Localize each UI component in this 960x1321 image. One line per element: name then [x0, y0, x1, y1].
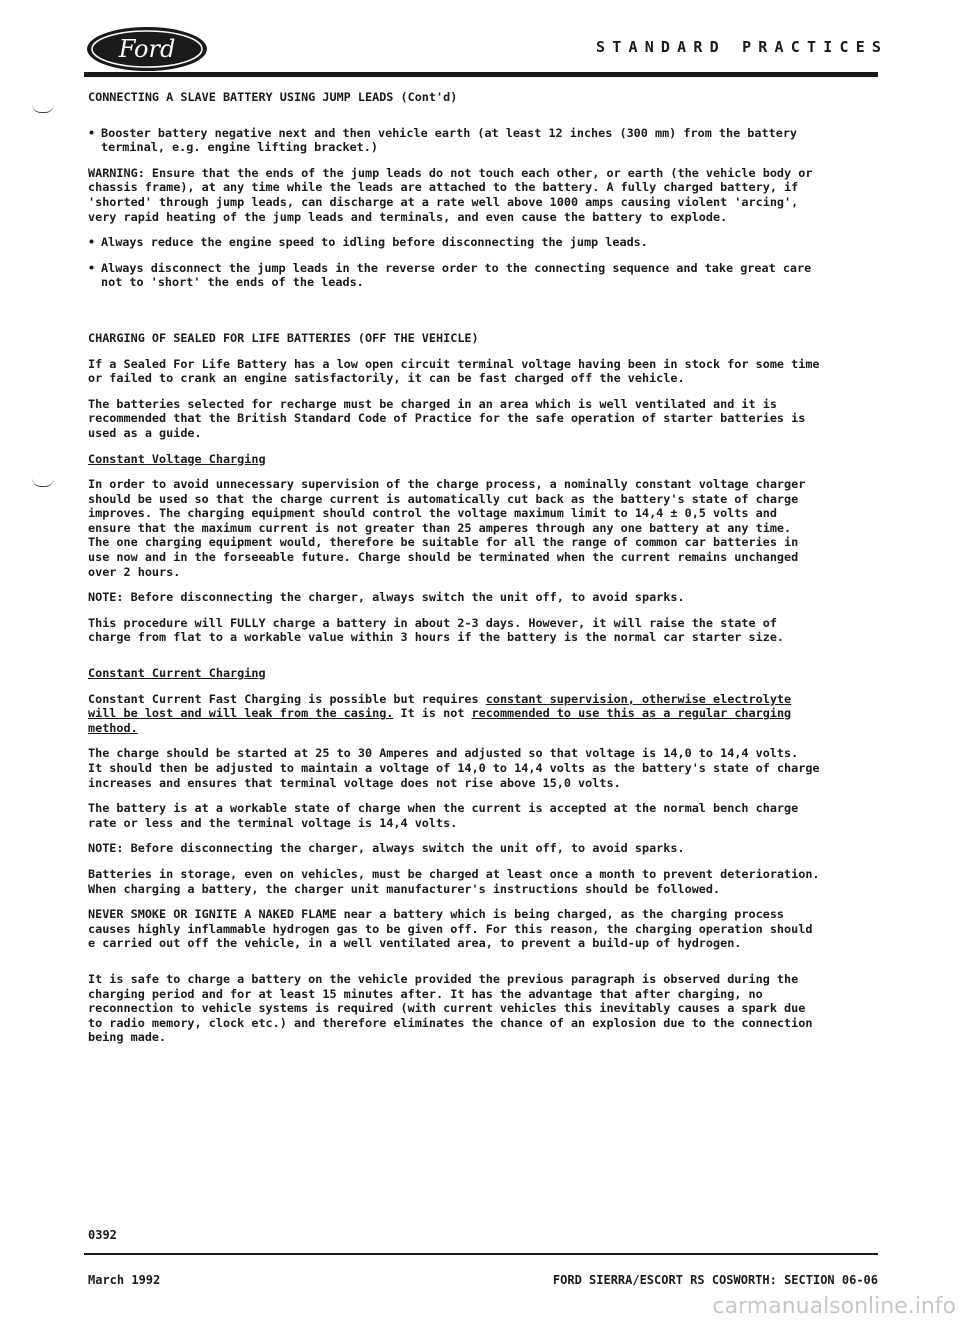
paragraph: The charge should be started at 25 to 30 Amperes and adjusted so that voltage is 14,0 to 14,4 volts. It should then be adjusted to maintain a voltage of 14,0 to 14,4 volts as the battery's state of charge increases and ensures that terminal voltage does not rise above 15,0 volts. [88, 746, 820, 790]
paragraph: NEVER SMOKE OR IGNITE A NAKED FLAME near a battery which is being charged, as the charging process causes highly inflammable hydrogen gas to be given off. For this reason, the charging operation should e carried out off the vehicle, in a well ventilated area, to prevent a build-up of hydrogen. [88, 907, 813, 951]
paragraph: If a Sealed For Life Battery has a low open circuit terminal voltage having been in stock for some time or failed to crank an engine satisfactorily, it can be fast charged off the vehicle. [88, 356, 820, 386]
margin-mark [32, 478, 54, 487]
paragraph: The battery is at a workable state of charge when the current is accepted at the normal bench charge rate or less and the terminal voltage is 14,4 volts. [88, 801, 799, 830]
paragraph: It is safe to charge a battery on the vehicle provided the previous paragraph is observed during the charging period and for at least 15 minutes after. It has the advantage that after charging, no reconnection to vehicle systems is required (with current vehicles this inevitably causes a spark due to radio memory, clock etc.) and therefore eliminates the chance of an explosion due to the connection being made. [88, 971, 813, 1045]
footer-date: March 1992 [88, 1273, 161, 1287]
underlined-text: constant supervision, otherwise electrolyte will be lost and will leak from the casing. [88, 691, 792, 721]
section-heading-jump-leads: CONNECTING A SLAVE BATTERY USING JUMP LEADS (Cont'd) [88, 90, 458, 104]
note-paragraph: NOTE: Before disconnecting the charger, always switch the unit off, to avoid sparks. [88, 841, 685, 856]
paragraph: In order to avoid unnecessary supervision of the charge process, a nominally constant voltage charger should be used so that the charge current is automatically cut back as the battery's state of charge improves. The charging equipment should control the voltage maximum limit to 14,4 ± 0,5 volts and ensure that the maximum current is not greater than 25 amperes through any one battery at any time. The one charging equipment would, therefore be suitable for all the range of common car batteries in use now and in the forseeable future. Charge should be terminated when the current remains unchanged over 2 hours. [88, 477, 806, 579]
note-paragraph: NOTE: Before disconnecting the charger, always switch the unit off, to avoid sparks. [88, 590, 685, 605]
bullet-text: Booster battery negative next and then vehicle earth (at least 12 inches (300 mm) from the battery terminal, e.g. engine lifting bracket.) [101, 125, 798, 155]
section-heading-sealed-batteries: CHARGING OF SEALED FOR LIFE BATTERIES (OFF THE VEHICLE) [88, 330, 479, 345]
bullet-text: Always reduce the engine speed to idling before disconnecting the jump leads. [101, 235, 648, 250]
bullet-symbol: • [88, 125, 96, 140]
paragraph: The batteries selected for recharge must be charged in an area which is well ventilated and it is recommended that the British Standard Code of Practice for the safe operation of starter batteries is used as a guide. [88, 396, 806, 440]
bullet-paragraph [88, 126, 878, 155]
subheading-constant-current: Constant Current Charging [88, 666, 266, 681]
document-code: 0392 [88, 1228, 117, 1242]
watermark: carmanualsonline.info [712, 1294, 956, 1319]
header-rule [84, 72, 878, 77]
paragraph: Constant Current Fast Charging is possible but requires constant supervision, otherwise electrolyte will be lost and will leak from the casing. It is not recommended to use this as a regular charging method. [88, 691, 792, 735]
warning-paragraph: WARNING: Ensure that the ends of the jump leads do not touch each other, or earth (the vehicle body or chassis frame), at any time while the leads are attached to the battery. A fully charged battery, if 'shorted' through jump leads, can discharge at a rate well above 1000 amps causing violent 'arcing', very rapid heating of the jump leads and terminals, and even cause the battery to explode. [88, 165, 813, 224]
header-title: STANDARD PRACTICES [596, 38, 889, 56]
footer-rule [84, 1253, 878, 1255]
paragraph: This procedure will FULLY charge a battery in about 2-3 days. However, it will raise the state of charge from flat to a workable value within 3 hours if the battery is the normal car starter size. [88, 615, 785, 645]
margin-mark [32, 104, 54, 113]
bullet-symbol: • [88, 260, 96, 275]
bullet-text: Always disconnect the jump leads in the reverse order to the connecting sequence and take great care not to 'short' the ends of the leads. [101, 260, 812, 290]
underlined-text: recommended to use this as a regular charging method. [88, 706, 792, 735]
ford-logo [84, 24, 210, 74]
bullet-symbol: • [88, 235, 96, 250]
footer-section: FORD SIERRA/ESCORT RS COSWORTH: SECTION 06-06 [552, 1273, 878, 1287]
bullet-paragraph [88, 261, 878, 290]
paragraph: Batteries in storage, even on vehicles, must be charged at least once a month to prevent deterioration. When charging a battery, the charger unit manufacturer's instructions should be followed. [88, 866, 820, 896]
subheading-constant-voltage: Constant Voltage Charging [88, 451, 266, 466]
logo-text: Ford [118, 35, 176, 63]
document-body [88, 90, 878, 1056]
bullet-paragraph [88, 235, 878, 250]
